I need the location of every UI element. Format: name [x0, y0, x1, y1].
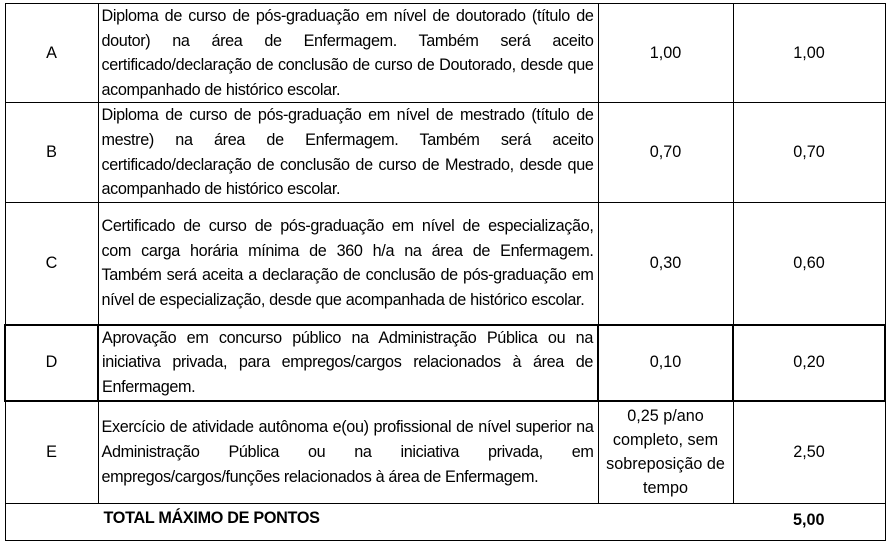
table-row [5, 202, 885, 325]
row-description: Aprovação em concurso público na Administração Pública ou na iniciativa privada, para empregos/cargos relacionados à área de Enfermagem. [98, 325, 598, 401]
row-description: Diploma de curso de pós-graduação em nível de doutorado (título de doutor) na área de Enfermagem. Também será aceito certificado/declaração de conclusão de curso de Doutorado, desde que acompanhado de histórico escolar. [98, 4, 598, 103]
row-letter: E [5, 401, 98, 504]
row-unit-points: 0,70 [598, 103, 733, 202]
row-letter: A [5, 4, 98, 103]
row-letter: C [5, 202, 98, 325]
row-max-points: 0,70 [733, 103, 885, 202]
row-letter: B [5, 103, 98, 202]
row-description: Diploma de curso de pós-graduação em nível de mestrado (título de mestre) na área de Enfermagem. Também será aceito certificado/declaração de conclusão de curso de Mestrado, desde que acompanhado de histórico escolar. [98, 103, 598, 202]
title-points-table [4, 3, 886, 541]
row-max-points: 0,60 [733, 202, 885, 325]
row-description: Exercício de atividade autônoma e(ou) profissional de nível superior na Administração Pública ou na iniciativa privada, em empregos/cargos/funções relacionados à área de Enfermagem. [98, 401, 598, 504]
row-max-points: 0,20 [733, 325, 885, 401]
row-unit-points: 0,25 p/ano completo, sem sobreposição de tempo [598, 401, 733, 504]
total-value: 5,00 [733, 503, 885, 540]
row-unit-points: 1,00 [598, 4, 733, 103]
row-letter: D [5, 325, 98, 401]
row-max-points: 1,00 [733, 4, 885, 103]
row-description: Certificado de curso de pós-graduação em nível de especialização, com carga horária mínima de 360 h/a na área de Enfermagem. Também será aceita a declaração de conclusão de pós-graduação em nível de especialização, desde que acompanhada de histórico escolar. [98, 202, 598, 325]
row-unit-points: 0,30 [598, 202, 733, 325]
table-row [5, 103, 885, 202]
table-row [5, 4, 885, 103]
table-row [5, 325, 885, 401]
total-label: TOTAL MÁXIMO DE PONTOS [5, 503, 733, 540]
row-max-points: 2,50 [733, 401, 885, 504]
table-row [5, 401, 885, 504]
row-unit-points: 0,10 [598, 325, 733, 401]
